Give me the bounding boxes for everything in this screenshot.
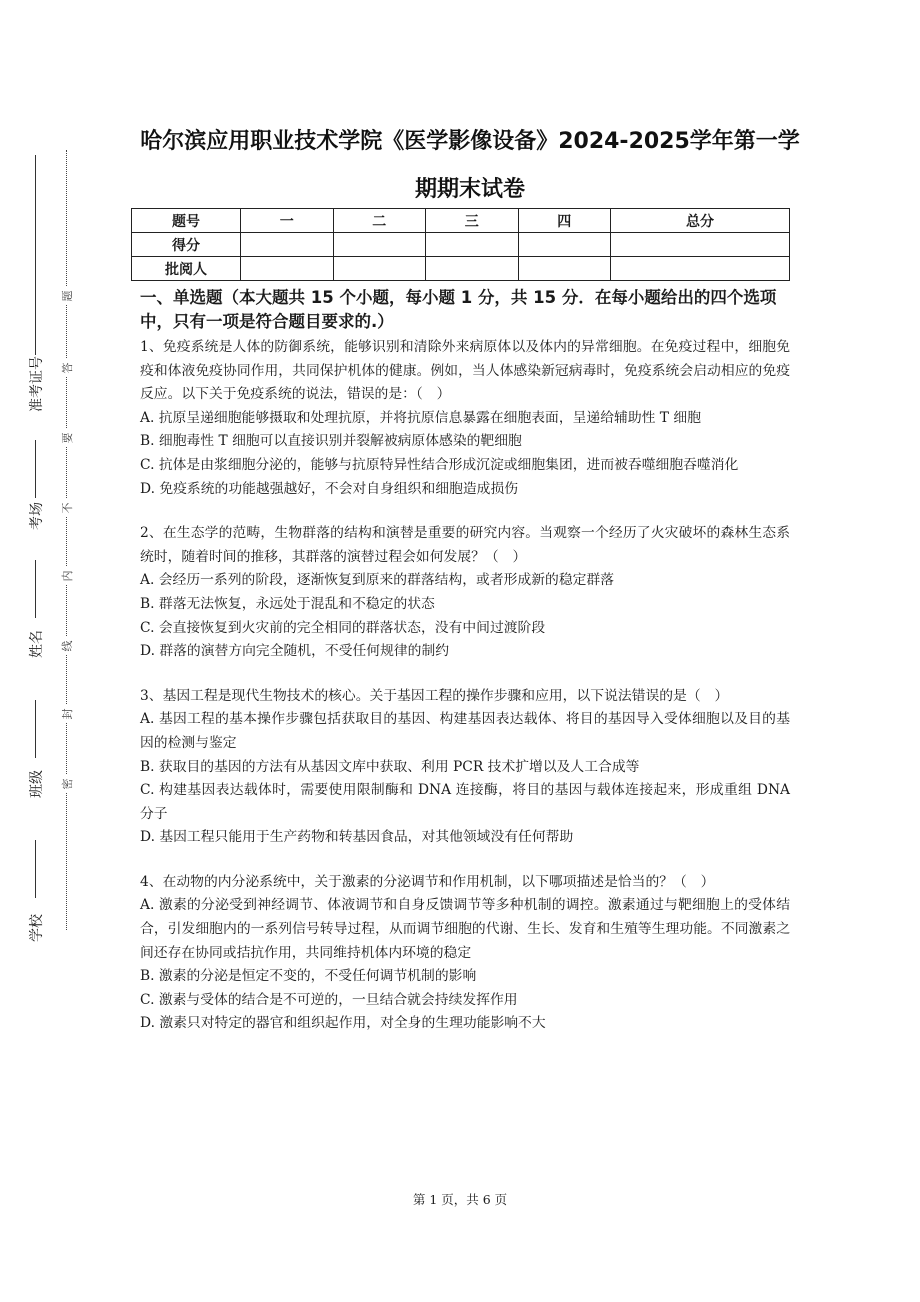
question-stem: 1、免疫系统是人体的防御系统，能够识别和清除外来病原体以及体内的异常细胞。在免疫过程中，细胞免疫和体液免疫协同作用，共同保护机体的健康。例如，当人体感染新冠病毒时，免疫系统会启动相应的免疫反应。以下关于免疫系统的说法，错误的是：（ ） — [140, 339, 790, 403]
seal-char: 线 — [59, 637, 75, 655]
grader-cell[interactable] — [518, 257, 611, 281]
option-a: A. 会经历一系列的阶段，逐渐恢复到原来的群落结构，或者形成新的稳定群落 — [140, 572, 615, 589]
option-a: A. 激素的分泌受到神经调节、体液调节和自身反馈调节等多种机制的调控。激素通过与靶细胞上的受体结合，引发细胞内的一系列信号转导过程，从而调节细胞的代谢、生长、发育和生殖等生理功能。不同激素之间还存在协同或拮抗作用，共同维持机体内环境的稳定 — [140, 897, 790, 961]
option-b: B. 细胞毒性 T 细胞可以直接识别并裂解被病原体感染的靶细胞 — [140, 433, 522, 450]
score-table-header-cell: 三 — [426, 209, 519, 233]
exam-content — [140, 286, 790, 1057]
section-heading: 一、单选题（本大题共 15 个小题，每小题 1 分，共 15 分．在每小题给出的四个选项中，只有一项是符合题目要求的.） — [140, 288, 777, 331]
question-3 — [140, 685, 790, 850]
question-4 — [140, 871, 790, 1036]
name-label: 姓名 — [29, 630, 45, 658]
seal-char: 不 — [59, 499, 75, 517]
question-stem: 4、在动物的内分泌系统中，关于激素的分泌调节和作用机制，以下哪项描述是恰当的？（ ） — [140, 873, 715, 890]
grader-cell[interactable] — [426, 257, 519, 281]
seal-char: 内 — [59, 567, 75, 585]
option-c: C. 抗体是由浆细胞分泌的，能够与抗原特异性结合形成沉淀或细胞集团，进而被吞噬细胞吞噬消化 — [140, 456, 739, 473]
name-field — [8, 560, 48, 670]
score-table-row — [132, 233, 790, 257]
class-label: 班级 — [29, 770, 45, 798]
option-b: B. 获取目的基因的方法有从基因文库中获取、利用 PCR 技术扩增以及人工合成等 — [140, 758, 640, 775]
score-cell[interactable] — [241, 233, 334, 257]
question-1 — [140, 336, 790, 501]
class-field — [8, 700, 48, 810]
score-table-header-cell: 题号 — [132, 209, 241, 233]
score-table-header-cell: 二 — [333, 209, 426, 233]
class-underline — [35, 700, 36, 758]
option-d: D. 免疫系统的功能越强越好，不会对自身组织和细胞造成损伤 — [140, 480, 519, 497]
question-stem: 3、基因工程是现代生物技术的核心。关于基因工程的操作步骤和应用，以下说法错误的是（ ） — [140, 687, 729, 704]
option-d: D. 群落的演替方向完全随机，不受任何规律的制约 — [140, 643, 450, 660]
exam-room-underline — [35, 440, 36, 498]
option-d: D. 激素只对特定的器官和组织起作用，对全身的生理功能影响不大 — [140, 1015, 546, 1032]
option-c: C. 会直接恢复到火灾前的完全相同的群落状态，没有中间过渡阶段 — [140, 619, 546, 636]
option-b: B. 群落无法恢复，永远处于混乱和不稳定的状态 — [140, 595, 435, 612]
school-field — [8, 840, 48, 950]
question-stem: 2、在生态学的范畴，生物群落的结构和演替是重要的研究内容。当观察一个经历了火灾破坏的森林生态系统时，随着时间的推移，其群落的演替过程会如何发展？（ ） — [140, 525, 790, 565]
binding-margin — [0, 0, 60, 1302]
option-d: D. 基因工程只能用于生产药物和转基因食品，对其他领域没有任何帮助 — [140, 829, 574, 846]
exam-number-underline-top — [35, 155, 36, 265]
page-number: 第 1 页，共 6 页 — [412, 1192, 508, 1207]
seal-char: 封 — [59, 705, 75, 723]
question-2 — [140, 522, 790, 664]
seal-char: 题 — [59, 287, 75, 305]
score-table-row — [132, 257, 790, 281]
option-c: C. 激素与受体的结合是不可逆的，一旦结合就会持续发挥作用 — [140, 991, 518, 1008]
option-a: A. 抗原呈递细胞能够摄取和处理抗原，并将抗原信息暴露在细胞表面，呈递给辅助性 T 细胞 — [140, 409, 701, 426]
exam-number-label: 准考证号 — [29, 356, 45, 412]
grader-cell[interactable] — [333, 257, 426, 281]
score-table-header-row — [132, 209, 790, 233]
exam-number-field — [8, 260, 48, 425]
score-table — [131, 208, 790, 281]
option-b: B. 激素的分泌是恒定不变的，不受任何调节机制的影响 — [140, 968, 477, 985]
exam-title-line2: 期期末试卷 — [414, 177, 525, 202]
exam-room-label: 考场 — [29, 502, 45, 530]
grader-cell[interactable] — [241, 257, 334, 281]
score-table-header-cell: 一 — [241, 209, 334, 233]
seal-char: 答 — [59, 359, 75, 377]
grader-cell[interactable] — [611, 257, 790, 281]
option-c: C. 构建基因表达载体时，需要使用限制酶和 DNA 连接酶，将目的基因与载体连接起来，形成重组 DNA 分子 — [140, 782, 790, 822]
score-cell[interactable] — [518, 233, 611, 257]
score-table-header-cell: 总分 — [611, 209, 790, 233]
score-table-header-cell: 四 — [518, 209, 611, 233]
seal-dotted-line — [66, 150, 68, 930]
exam-number-underline — [35, 260, 36, 355]
exam-room-field — [8, 440, 48, 550]
seal-char: 密 — [59, 775, 75, 793]
grader-row-label: 批阅人 — [132, 257, 241, 281]
score-row-label: 得分 — [132, 233, 241, 257]
option-a: A. 基因工程的基本操作步骤包括获取目的基因、构建基因表达载体、将目的基因导入受体细胞以及目的基因的检测与鉴定 — [140, 711, 790, 751]
name-underline — [35, 560, 36, 618]
school-underline — [35, 840, 36, 898]
score-cell[interactable] — [611, 233, 790, 257]
score-cell[interactable] — [333, 233, 426, 257]
score-cell[interactable] — [426, 233, 519, 257]
exam-title-line1: 哈尔滨应用职业技术学院《医学影像设备》2024-2025学年第一学 — [140, 129, 800, 154]
seal-char: 要 — [59, 429, 75, 447]
school-label: 学校 — [29, 914, 45, 942]
